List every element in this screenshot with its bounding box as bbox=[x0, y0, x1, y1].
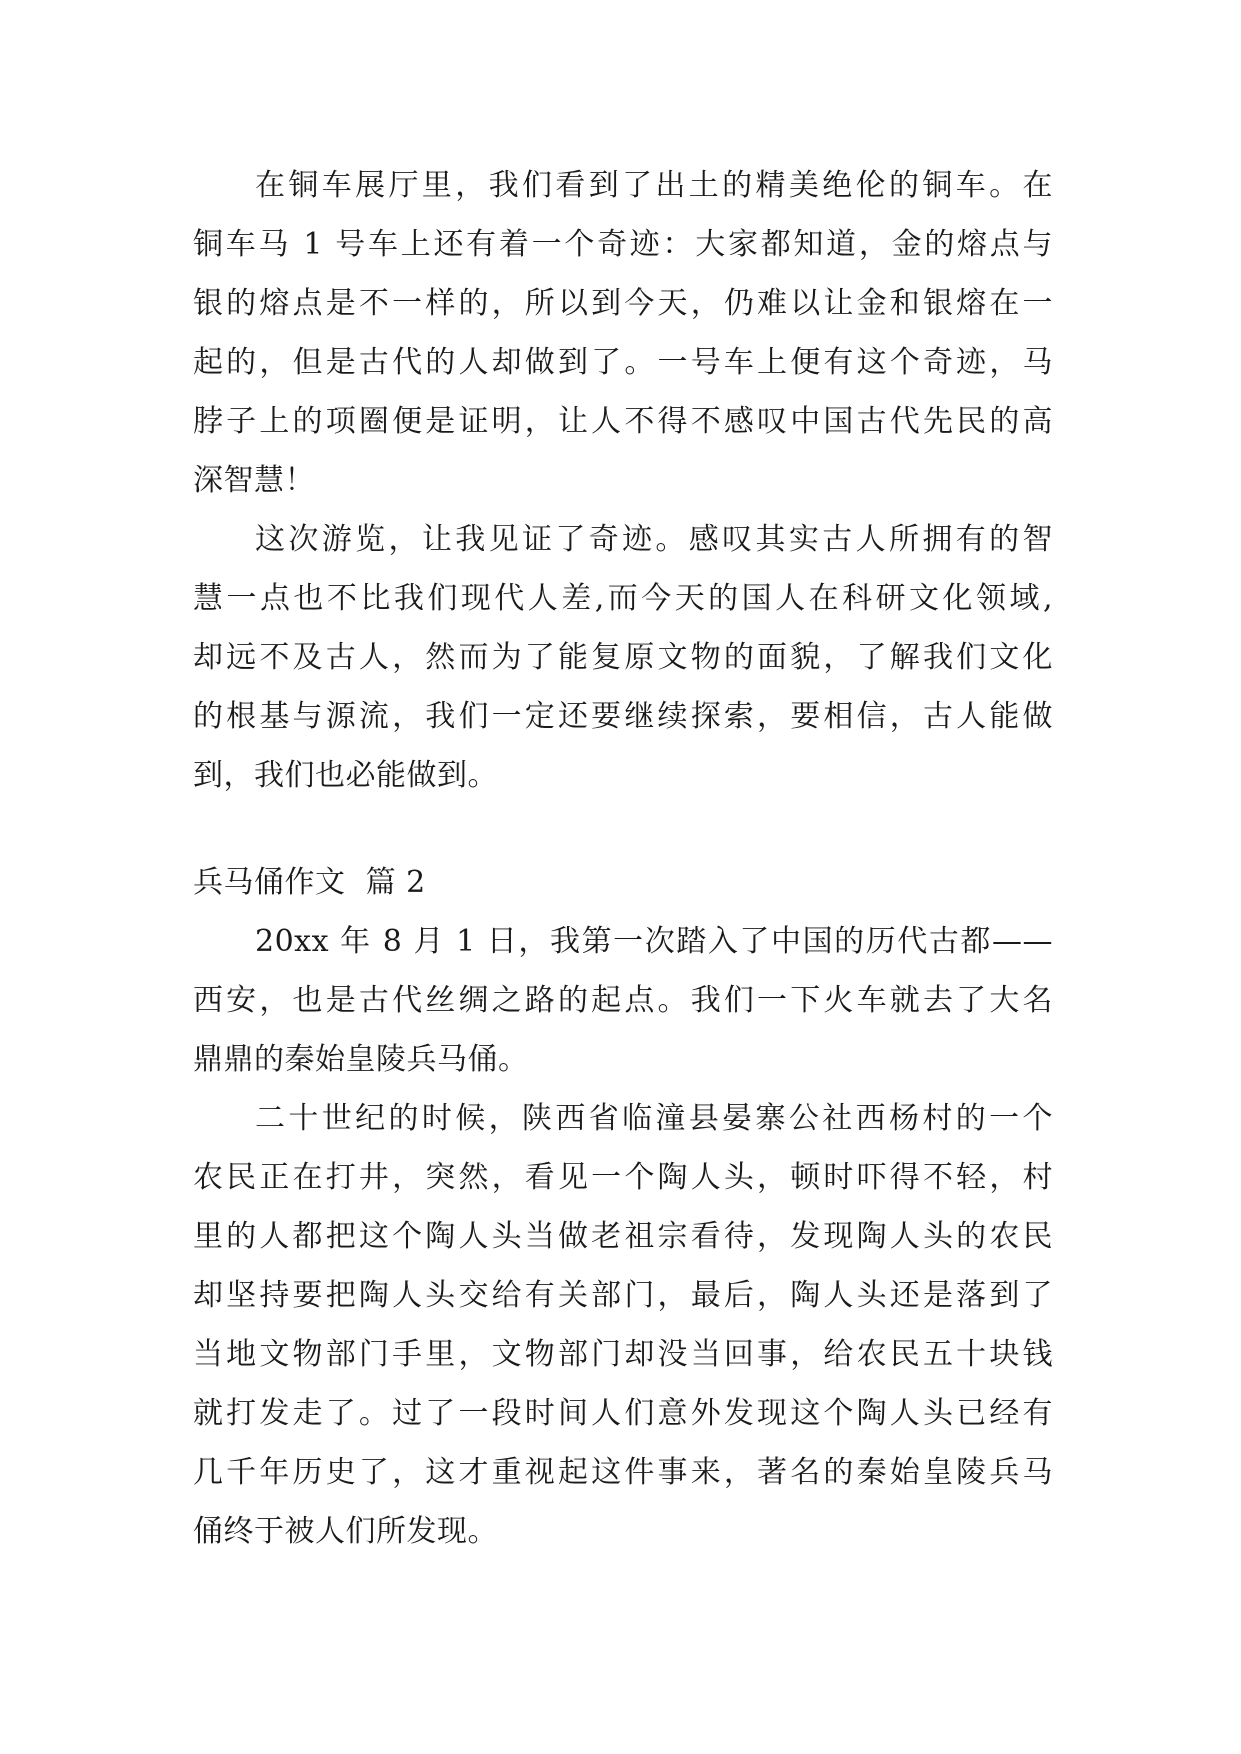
paragraph-line: 的根基与源流，我们一定还要继续探索，要相信，古人能做 bbox=[193, 699, 1053, 734]
paragraph-line: 脖子上的项圈便是证明，让人不得不感叹中国古代先民的高 bbox=[193, 404, 1053, 439]
paragraph-line: 农民正在打井，突然，看见一个陶人头，顿时吓得不轻，村 bbox=[193, 1160, 1053, 1195]
paragraph-line: 银的熔点是不一样的，所以到今天，仍难以让金和银熔在一 bbox=[193, 286, 1053, 321]
paragraph-line: 起的，但是古代的人却做到了。一号车上便有这个奇迹，马 bbox=[193, 345, 1053, 380]
paragraph-line: 鼎鼎的秦始皇陵兵马俑。 bbox=[193, 1042, 529, 1077]
paragraph-line: 铜车马 1 号车上还有着一个奇迹：大家都知道，金的熔点与 bbox=[193, 227, 1053, 262]
paragraph-line: 深智慧！ bbox=[193, 463, 315, 498]
paragraph-line: 就打发走了。过了一段时间人们意外发现这个陶人头已经有 bbox=[193, 1396, 1053, 1431]
paragraph-line: 俑终于被人们所发现。 bbox=[193, 1514, 498, 1549]
paragraph-line: 在铜车展厅里，我们看到了出土的精美绝伦的铜车。在 bbox=[255, 168, 1053, 203]
paragraph-line: 20xx 年 8 月 1 日，我第一次踏入了中国的历代古都—— bbox=[255, 924, 1053, 959]
paragraph-line: 这次游览，让我见证了奇迹。感叹其实古人所拥有的智 bbox=[255, 522, 1053, 557]
paragraph-line: 慧一点也不比我们现代人差,而今天的国人在科研文化领域, bbox=[193, 581, 1053, 616]
paragraph-line: 当地文物部门手里，文物部门却没当回事，给农民五十块钱 bbox=[193, 1337, 1053, 1372]
paragraph-line: 二十世纪的时候，陕西省临潼县晏寨公社西杨村的一个 bbox=[255, 1101, 1053, 1136]
paragraph-line: 几千年历史了，这才重视起这件事来，著名的秦始皇陵兵马 bbox=[193, 1455, 1053, 1490]
paragraph-line: 西安，也是古代丝绸之路的起点。我们一下火车就去了大名 bbox=[193, 983, 1053, 1018]
paragraph-line: 却坚持要把陶人头交给有关部门，最后，陶人头还是落到了 bbox=[193, 1278, 1053, 1313]
paragraph-line: 里的人都把这个陶人头当做老祖宗看待，发现陶人头的农民 bbox=[193, 1219, 1053, 1254]
paragraph-line: 到，我们也必能做到。 bbox=[193, 758, 498, 793]
section-heading: 兵马俑作文 篇 2 bbox=[193, 865, 426, 900]
paragraph-line: 却远不及古人，然而为了能复原文物的面貌，了解我们文化 bbox=[193, 640, 1053, 675]
